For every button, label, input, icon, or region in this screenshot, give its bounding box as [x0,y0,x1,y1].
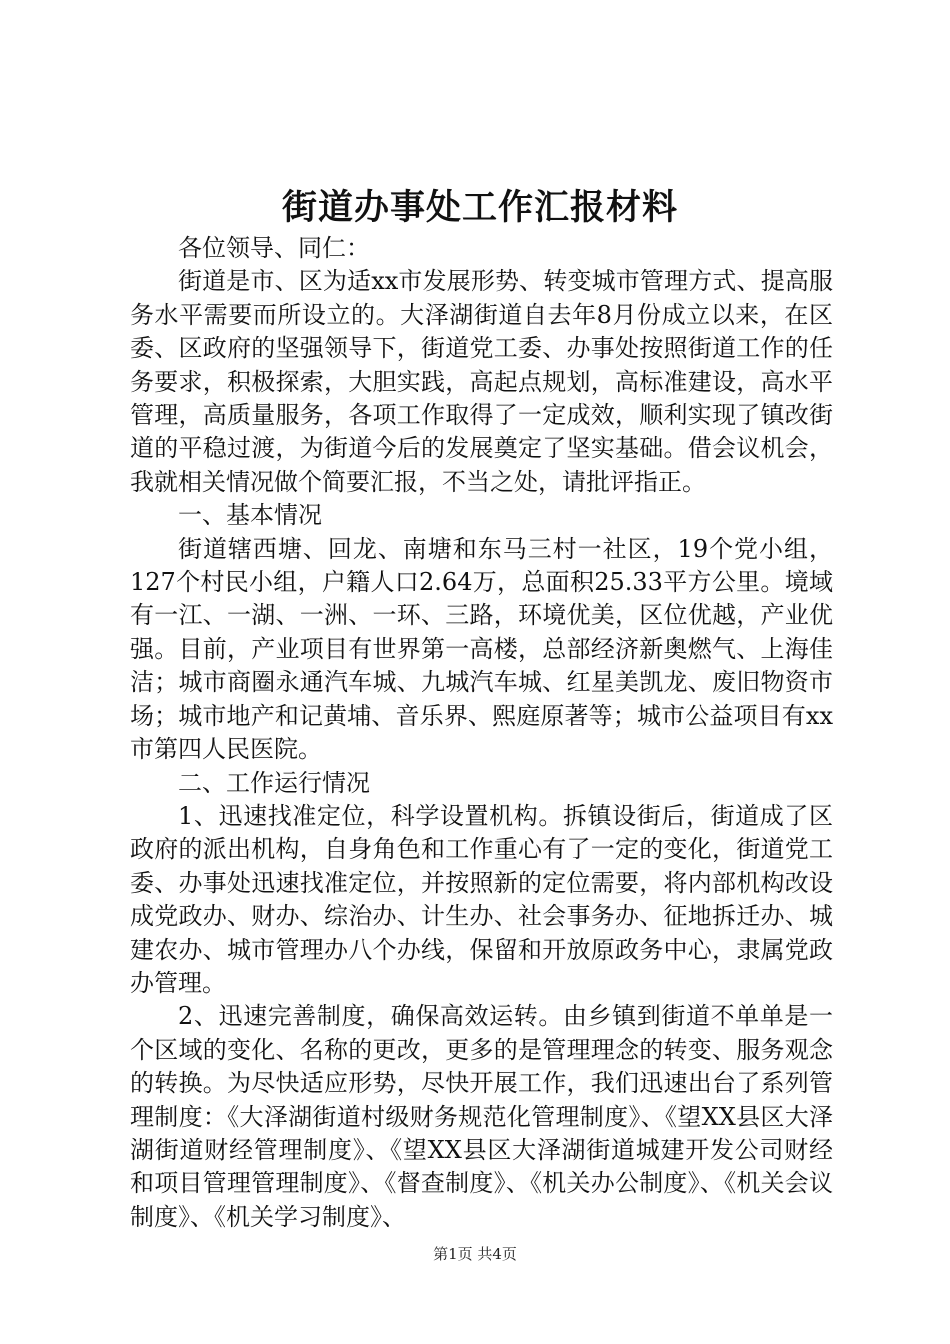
page-footer: 第1页 共4页 [433,1245,517,1263]
intro-paragraph: 街道是市、区为适xx市发展形势、转变城市管理方式、提高服务水平需要而所设立的。大泽湖街道自去年8月份成立以来，在区委、区政府的坚强领导下，街道党工委、办事处按照街道工作的任务要求，积极探索，大胆实践，高起点规划，高标准建设，高水平管理，高质量服务，各项工作取得了一定成效，顺利实现了镇改街道的平稳过渡，为街道今后的发展奠定了坚实基础。借会议机会，我就相关情况做个简要汇报，不当之处，请批评指正。 [130,267,833,496]
operation-item-2-paragraph: 2、迅速完善制度，确保高效运转。由乡镇到街道不单单是一个区域的变化、名称的更改，更多的是管理理念的转变、服务观念的转换。为尽快适应形势，尽快开展工作，我们迅速出台了系列管理制度：《大泽湖街道村级财务规范化管理制度》、《望XX县区大泽湖街道财经管理制度》、《望XX县区大泽湖街道城建开发公司财经和项目管理管理制度》、《督查制度》、《机关办公制度》、《机关会议制度》、《机关学习制度》、 [130,1002,833,1231]
salutation-paragraph: 各位领导、同仁： [178,234,370,262]
document-body [130,232,833,1234]
document-title: 街道办事处工作汇报材料 [281,187,678,228]
operation-item-1-paragraph: 1、迅速找准定位，科学设置机构。拆镇设街后，街道成了区政府的派出机构，自身角色和工作重心有了一定的变化，街道党工委、办事处迅速找准定位，并按照新的定位需要，将内部机构改设成党政办、财办、综治办、计生办、社会事务办、征地拆迁办、城建农办、城市管理办八个办线，保留和开放原政务中心，隶属党政办管理。 [130,801,833,997]
section-heading-basic: 一、基本情况 [178,501,322,530]
section-heading-operation: 二、工作运行情况 [178,768,370,797]
basic-info-paragraph: 街道辖西塘、回龙、南塘和东马三村一社区，19个党小组，127个村民小组，户籍人口2.64万，总面积25.33平方公里。境域有一江、一湖、一洲、一环、三路，环境优美，区位优越，产业优强。目前，产业项目有世界第一高楼，总部经济新奥燃气、上海佳洁；城市商圈永通汽车城、九城汽车城、红星美凯龙、废旧物资市场；城市地产和记黄埔、音乐界、熙庭原著等；城市公益项目有xx市第四人民医院。 [130,534,833,764]
